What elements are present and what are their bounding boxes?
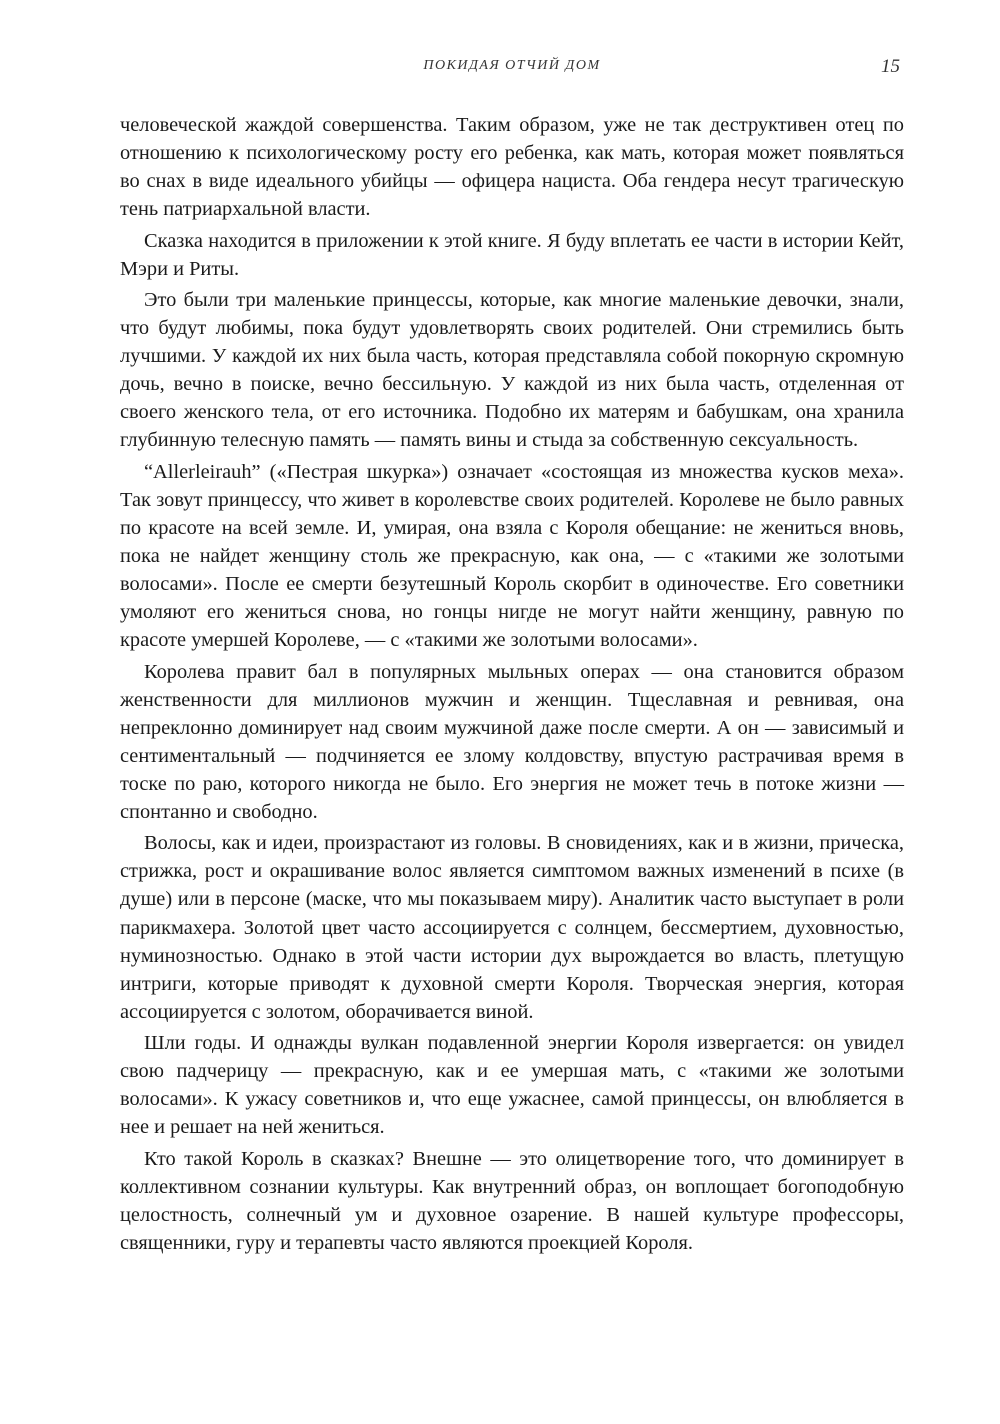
paragraph: Волосы, как и идеи, произрастают из головы. В сновидениях, как и в жизни, прическа, стрижка, рост и окрашивание волос является симптомом важных изменений в психе (в душе) или в персоне (маске, что мы показываем миру). Аналитик часто выступает в роли парикмахера. Золотой цвет часто ассоциируется с солнцем, бессмертием, духовностью, нуминозностью. Однако в этой части истории дух вырождается во власть, плетущую интриги, которые приводят к духовной смерти Короля. Творческая энергия, которая ассоциируется с золотом, оборачивается виной. xyxy=(120,832,904,1023)
page-header xyxy=(120,56,904,80)
page-number: 15 xyxy=(881,56,900,77)
running-title: ПОКИДАЯ ОТЧИЙ ДОМ xyxy=(423,58,601,73)
paragraph: Сказка находится в приложении к этой книге. Я буду вплетать ее части в истории Кейт, Мэри и Риты. xyxy=(120,229,904,280)
paragraph: Королева правит бал в популярных мыльных операх — она становится образом женственности для миллионов мужчин и женщин. Тщеславная и ревнивая, она непреклонно доминирует над своим мужчиной даже после смерти. А он — зависимый и сентиментальный — подчиняется ее злому колдовству, впустую растрачивая время в тоске по раю, которого никогда не было. Его энергия не может течь в потоке жизни — спонтанно и свободно. xyxy=(120,660,904,823)
paragraph: Это были три маленькие принцессы, которые, как многие маленькие девочки, знали, что будут любимы, пока будут удовлетворять своих родителей. Они стремились быть лучшими. У каждой их них была часть, которая представляла собой покорную скромную дочь, вечно в поиске, вечно бессильную. У каждой из них была часть, отделенная от своего женского тела, от его источника. Подобно их матерям и бабушкам, она хранила глубинную телесную память — память вины и стыда за собственную сексуальность. xyxy=(120,288,904,452)
paragraph: человеческой жаждой совершенства. Таким образом, уже не так деструктивен отец по отношению к психологическому росту его ребенка, как мать, которая может появляться во снах в виде идеального убийцы — офицера нациста. Оба гендера несут трагическую тень патриархальной власти. xyxy=(120,114,904,221)
body-text xyxy=(120,111,904,1260)
paragraph: “Allerleirauh” («Пестрая шкурка») означает «состоящая из множества кусков меха». Так зовут принцессу, что живет в королевстве своих родителей. Королеве не было равных по красоте на всей земле. И, умирая, она взяла с Короля обещание: не жениться вновь, пока не найдет женщину столь же прекрасную, как она, — с «такими же золотыми волосами». После ее смерти безутешный Король скорбит в одиночестве. Его советники умоляют его жениться снова, но гонцы нигде не могут найти женщину, равную по красоте умершей Королеве, — с «такими же золотыми волосами». xyxy=(120,460,904,652)
paragraph: Шли годы. И однажды вулкан подавленной энергии Короля извергается: он увидел свою падчерицу — прекрасную, как и ее умершая мать, с «такими же золотыми волосами». К ужасу советников и, что еще ужаснее, самой принцессы, он влюбляется в нее и решает на ней жениться. xyxy=(120,1032,904,1139)
paragraph: Кто такой Король в сказках? Внешне — это олицетворение того, что доминирует в коллективном сознании культуры. Как внутренний образ, он воплощает богоподобную целостность, солнечный ум и духовное озарение. В нашей культуре профессоры, священники, гуру и терапевты часто являются проекцией Короля. xyxy=(120,1147,904,1254)
